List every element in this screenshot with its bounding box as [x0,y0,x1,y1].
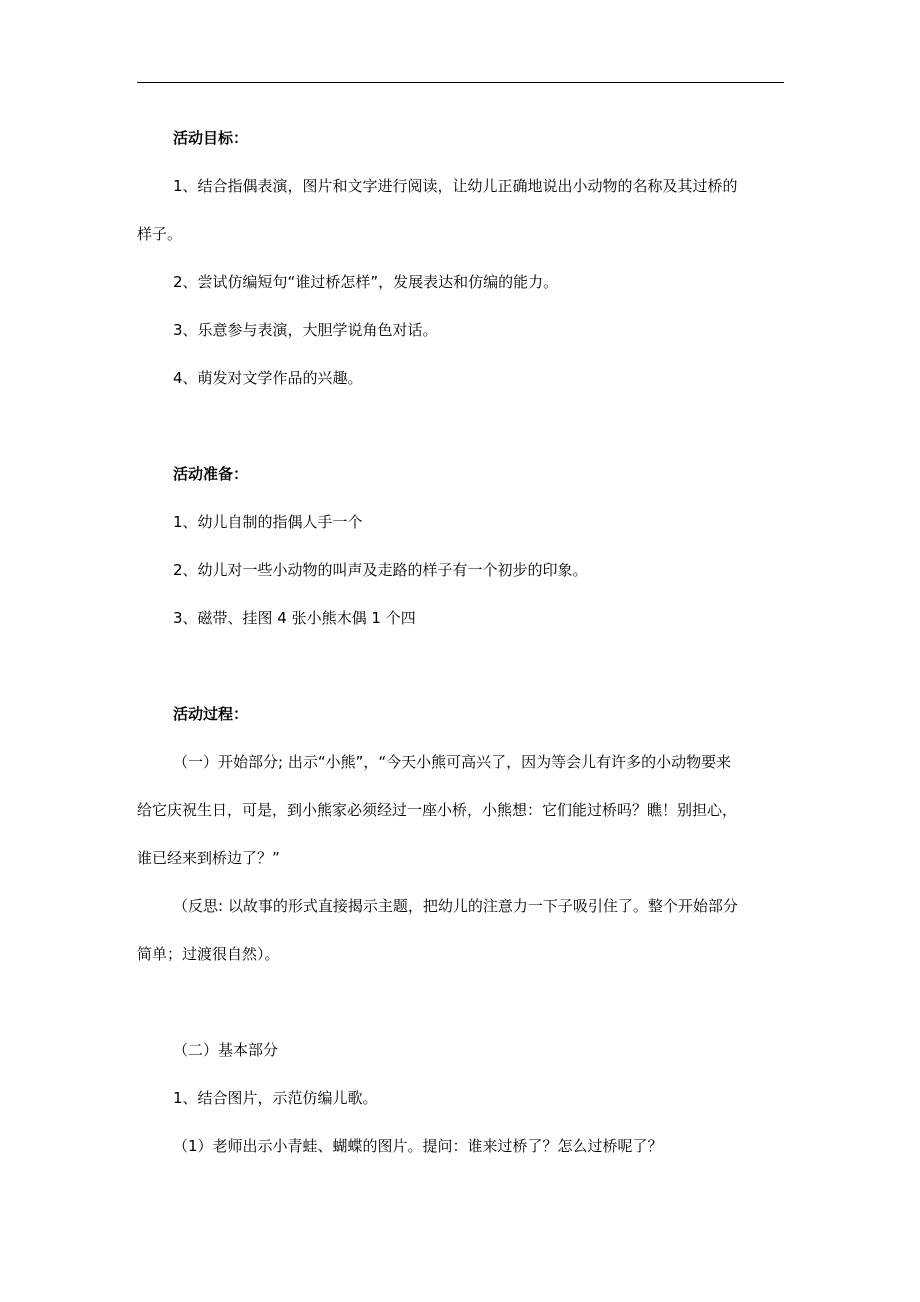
preparation-item-3: 3、磁带、挂图 4 张小熊木偶 1 个四 [173,609,416,627]
goal-item-1-line-1: 1、结合指偶表演，图片和文字进行阅读，让幼儿正确地说出小动物的名称及其过桥的 [173,177,738,195]
basic-heading: （二）基本部分 [173,1041,279,1059]
reflection-line-2: 简单；过渡很自然）。 [137,945,280,963]
basic-item-1: 1、结合图片，示范仿编儿歌。 [173,1089,378,1107]
opening-line-1: （一）开始部分; 出示“小熊”，“今天小熊可高兴了，因为等会儿有许多的小动物要来 [173,753,732,771]
opening-line-3: 谁已经来到桥边了？” [137,849,280,867]
preparation-heading: 活动准备： [173,465,249,483]
opening-line-2: 给它庆祝生日，可是，到小熊家必须经过一座小桥，小熊想：它们能过桥吗？瞧！别担心， [137,801,738,819]
goals-heading: 活动目标： [173,129,249,147]
goal-item-3: 3、乐意参与表演，大胆学说角色对话。 [173,321,438,339]
goal-item-4: 4、萌发对文学作品的兴趣。 [173,369,363,387]
preparation-item-2: 2、幼儿对一些小动物的叫声及走路的样子有一个初步的印象。 [173,561,588,579]
preparation-item-1: 1、幼儿自制的指偶人手一个 [173,513,363,531]
basic-sub-item-1: （1）老师出示小青蛙、蝴蝶的图片。提问：谁来过桥了？怎么过桥呢了？ [173,1137,663,1155]
goal-item-2: 2、尝试仿编短句“谁过桥怎样”，发展表达和仿编的能力。 [173,273,559,291]
reflection-line-1: （反思: 以故事的形式直接揭示主题，把幼儿的注意力一下子吸引住了。整个开始部分 [173,897,738,915]
goal-item-1-line-2: 样子。 [137,225,183,243]
process-heading: 活动过程： [173,705,249,723]
document-page [137,0,784,1302]
